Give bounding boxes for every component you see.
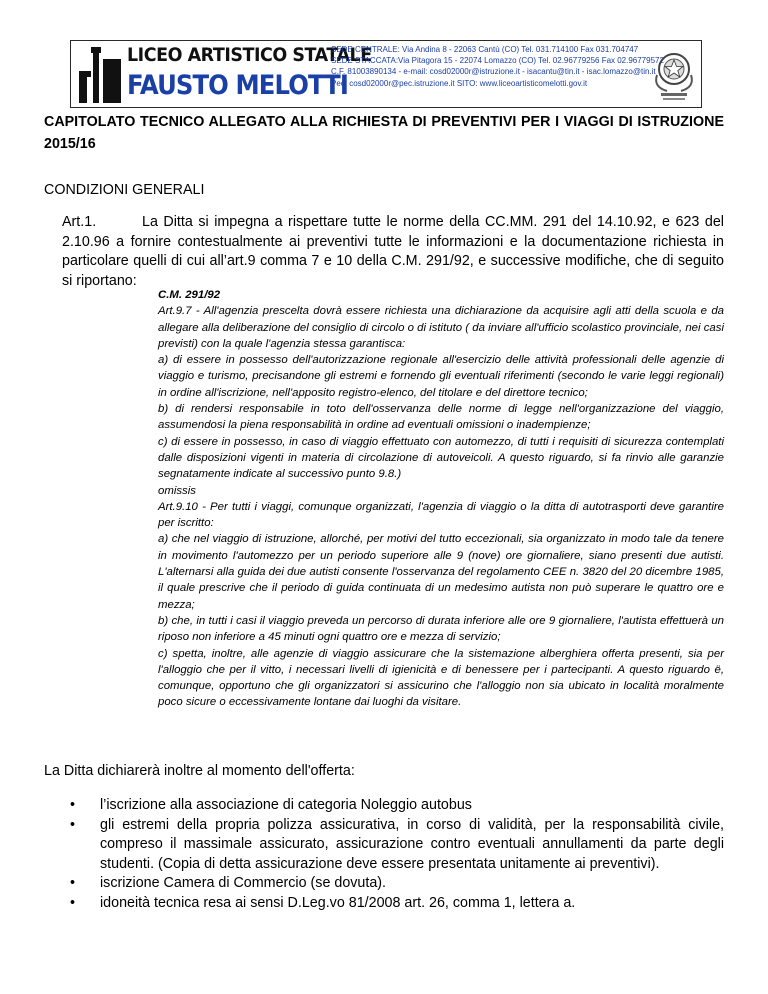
school-logo-icon: [77, 45, 123, 105]
quote-paragraph: c) spetta, inoltre, alle agenzie di viaggio assicurare che la sistemazione alberghiera offerta presenti, sia per l'alloggio che per il vitto, i necessari livelli di igienicità e di benessere per i partecipanti. A questo riguardo ë, comunque, opportuno che gli organizzatori si assicurino che l'alloggio non sia ubicato in località moralmente poco sicure o eccessivamente lontane dai luoghi da visitare.: [158, 647, 724, 709]
list-item: [62, 796, 724, 816]
section-heading: CONDIZIONI GENERALI: [44, 182, 205, 198]
quote-paragraph: omissis: [158, 484, 196, 497]
quote-paragraph: b) di rendersi responsabile in toto dell'osservanza delle norme di legge nell'organizzazione del viaggio, assumendosi la piena responsabilità in ordine ad eventuali omissioni o inadempienze;: [158, 403, 724, 432]
republic-emblem-icon: [649, 45, 699, 105]
quote-paragraph: Art.9.7 - All'agenzia prescelta dovrà essere richiesta una dichiarazione da acquisire agli atti della scuola e da allegare alla deliberazione del consiglio di circolo o di istituto ( da inviare all'ufficio scolastico provinciale, nei casi previsti) con la quale l'agenzia stessa garantisca:: [158, 305, 724, 350]
quote-heading: C.M. 291/92: [158, 289, 221, 301]
contact-line: C.F. 81003890134 - e-mail: cosd02000r@istruzione.it - isacantu@tin.it - isac.lomazzo@tin.it: [331, 66, 656, 77]
article-1: [62, 213, 724, 291]
contact-block: [331, 44, 664, 89]
contact-line: SEDE STACCATA:Via Pitagora 15 - 22074 Lomazzo (CO) Tel. 02.96779256 Fax 02.96779572: [331, 55, 664, 66]
school-name-line1: LICEO ARTISTICO STATALE: [127, 44, 372, 66]
quote-paragraph: c) di essere in possesso, in caso di viaggio effettuato con automezzo, di tutti i requisiti di sicurezza contemplati dalle disposizioni vigenti in materia di circolazione di autoveicoli. A questo riguardo, si fa rinvio alle garanzie segnatamente indicate al successivo punto 9.8.): [158, 435, 724, 481]
contact-line: Pec: cosd02000r@pec.istruzione.it SITO: www.liceoartisticomelotti.gov.it: [331, 77, 588, 88]
bullet-icon: •: [70, 875, 76, 892]
quoted-regulation: [158, 287, 724, 711]
article-text: La Ditta si impegna a rispettare tutte le norme della CC.MM. 291 del 14.10.92, e 623 del 2.10.96 a fornire contestualmente ai preventivi tutte le informazioni e la documentazione richiesta in particolare quelli di cui all’art.9 comma 7 e 10 della C.M. 291/92, e successive modifiche, che di seguito si riportano:: [62, 214, 724, 289]
list-item: [62, 816, 724, 875]
requirements-list: [62, 796, 724, 914]
contact-line: SEDE CENTRALE: Via Andina 8 - 22063 Cantù (CO) Tel. 031.714100 Fax 031.704747: [331, 44, 639, 54]
list-item-text: iscrizione Camera di Commercio (se dovuta).: [100, 875, 387, 892]
quote-paragraph: a) che nel viaggio di istruzione, allorché, per motivi del tutto eccezionali, sia organizzato in modo tale da tenere in movimento l'automezzo per un periodo superiore alle 9 (nove) ore giornaliere, siano presenti due autisti. L'alternarsi alla guida dei due autisti consente l'osservanza del regolamento CEE n. 3820 del 20 dicembre 1985, il quale prescrive che il periodo di guida continuata di un medesimo autista non può superare le quattro ore e mezza;: [158, 533, 724, 611]
article-label: Art.1.: [62, 214, 97, 230]
quote-paragraph: a) di essere in possesso dell'autorizzazione regionale all'esercizio delle attività professionali delle agenzie di viaggio e turismo, precisandone gli estremi e fornendo gli eventuali riferimenti (secondo le varie leggi regionali) in ordine all'iscrizione, nell'apposito registro-elenco, del titolare e del direttore tecnico;: [158, 354, 724, 399]
list-item: [62, 894, 724, 914]
offer-intro: La Ditta dichiarerà inoltre al momento dell'offerta:: [44, 763, 355, 779]
list-item-text: gli estremi della propria polizza assicurativa, in corso di validità, per la responsabilità civile, compreso il massimale assicurato, assicurazione contro eventuali annullamenti da parte degli studenti. (Copia di detta assicurazione deve essere presentata unitamente ai preventivi).: [100, 816, 724, 872]
quote-paragraph: b) che, in tutti i casi il viaggio preveda un percorso di durata inferiore alle ore 9 giornaliere, l'autista effettuerà un riposo non inferiore a 45 minuti ogni quattro ore e mezza di servizio;: [158, 614, 724, 644]
letterhead: [70, 40, 702, 108]
bullet-icon: •: [70, 816, 76, 833]
bullet-icon: •: [70, 797, 76, 813]
list-item-text: idoneità tecnica resa ai sensi D.Leg.vo 81/2008 art. 26, comma 1, lettera a.: [100, 894, 576, 911]
bullet-icon: •: [70, 894, 76, 911]
document-title: CAPITOLATO TECNICO ALLEGATO ALLA RICHIESTA DI PREVENTIVI PER I VIAGGI DI ISTRUZIONE 2015/16: [44, 114, 724, 152]
list-item-text: l’iscrizione alla associazione di categoria Noleggio autobus: [100, 797, 472, 813]
list-item: [62, 874, 724, 894]
quote-paragraph: Art.9.10 - Per tutti i viaggi, comunque organizzati, l'agenzia di viaggio o la ditta di autotrasporti deve garantire per iscritto:: [158, 500, 724, 530]
school-name-line2: FAUSTO MELOTTI: [127, 70, 349, 101]
